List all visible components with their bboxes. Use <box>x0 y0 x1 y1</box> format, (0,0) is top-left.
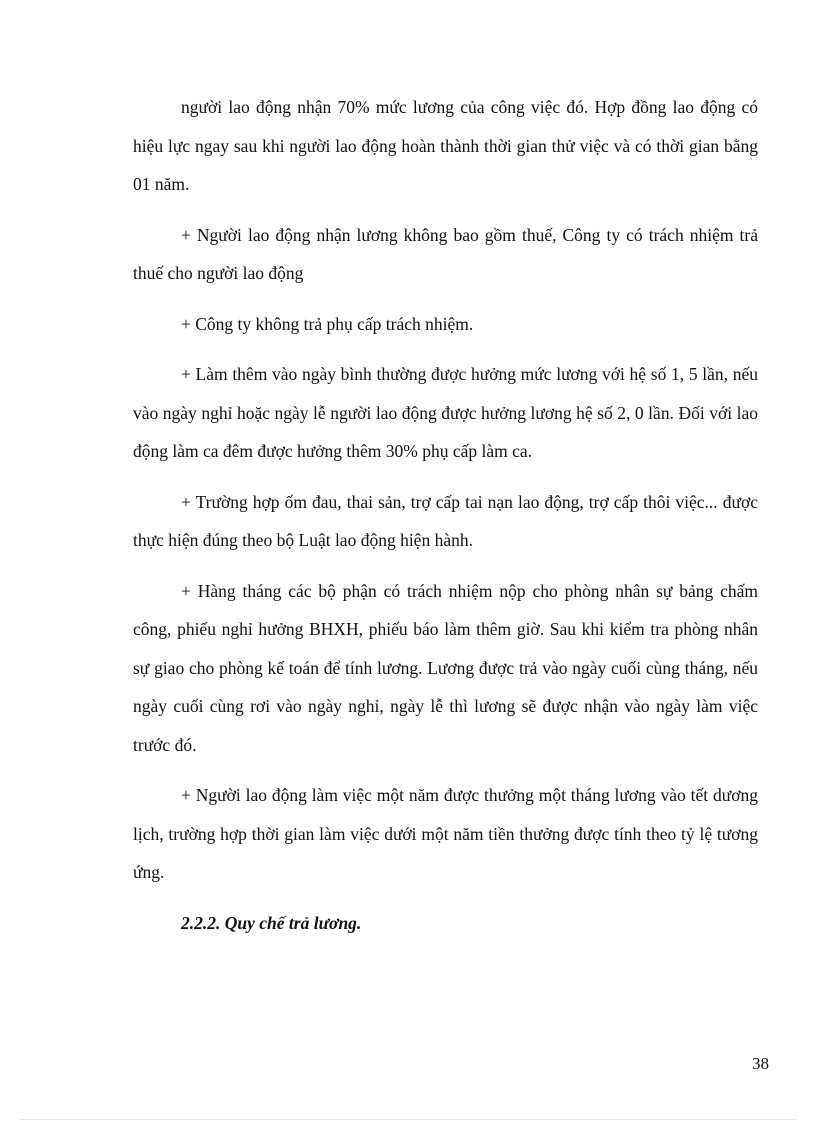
footer-divider <box>20 1119 796 1120</box>
paragraph-timesheet-payroll: + Hàng tháng các bộ phận có trách nhiệm nộp cho phòng nhân sự bảng chấm công, phiếu nghỉ hưởng BHXH, phiếu báo làm thêm giờ. Sau khi kiểm tra phòng nhân sự giao cho phòng kế toán để tính lương. Lương được trả vào ngày cuối cùng tháng, nếu ngày cuối cùng rơi vào ngày nghỉ, ngày lễ thì lương sẽ được nhận vào ngày làm việc trước đó. <box>133 580 758 755</box>
paragraph-bonus: + Người lao động làm việc một năm được thưởng một tháng lương vào tết dương lịch, trường hợp thời gian làm việc dưới một năm tiền thưởng được tính theo tỷ lệ tương ứng. <box>133 785 758 882</box>
section-heading: 2.2.2. Quy chế trả lương. <box>181 912 362 933</box>
page-number: 38 <box>752 1054 769 1073</box>
paragraph-overtime: + Làm thêm vào ngày bình thường được hưởng mức lương với hệ số 1, 5 lần, nếu vào ngày nghỉ hoặc ngày lễ người lao động được hưởng lương hệ số 2, 0 lần. Đối với lao động làm ca đêm được hưởng thêm 30% phụ cấp làm ca. <box>133 364 758 461</box>
paragraph-contract-terms: người lao động nhận 70% mức lương của công việc đó. Hợp đồng lao động có hiệu lực ngay sau khi người lao động hoàn thành thời gian thử việc và có thời gian bằng 01 năm. <box>133 97 758 194</box>
paragraph-tax: + Người lao động nhận lương không bao gồm thuế, Công ty có trách nhiệm trả thuế cho người lao động <box>133 224 758 283</box>
paragraph-sickness-maternity: + Trường hợp ốm đau, thai sản, trợ cấp tai nạn lao động, trợ cấp thôi việc... được thực hiện đúng theo bộ Luật lao động hiện hành. <box>133 491 758 550</box>
paragraph-allowance: + Công ty không trả phụ cấp trách nhiệm. <box>181 313 474 334</box>
document-body <box>133 88 758 942</box>
